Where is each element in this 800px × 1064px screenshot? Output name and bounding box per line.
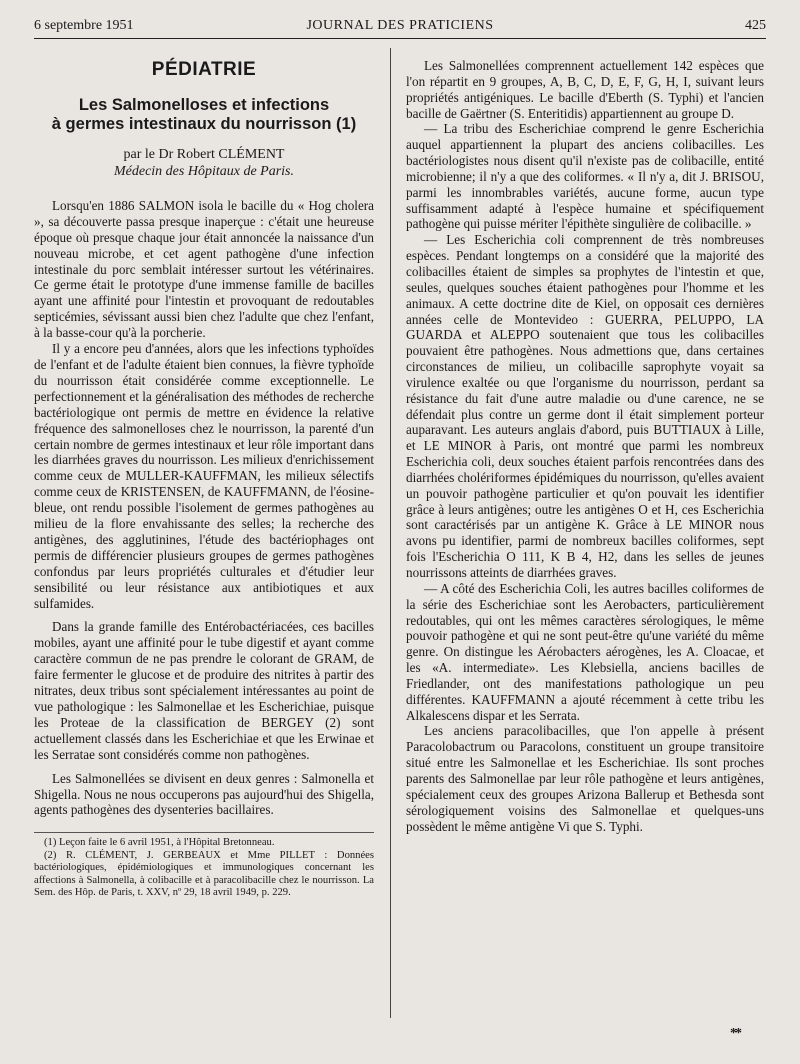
journal-name: JOURNAL DES PRATICIENS [306,18,494,33]
author-affiliation: Médecin des Hôpitaux de Paris. [113,163,294,179]
left-paragraph-4: Les Salmonellées se divisent en deux genres : Salmonella et Shigella. Nous ne nous occuperons pas aujourd'hui des Shigella, agents pathogènes des dysenteries bacillaires. [34,770,374,818]
column-divider [390,48,391,1018]
right-column [406,58,764,834]
left-paragraph-1: Lorsqu'en 1886 SALMON isola le bacille du « Hog cholera », sa découverte passa presque inaperçue : c'était une heureuse époque où presque chaque jour était annoncée la naissance d'un nouveau microbe, et cet agent pathogène d'une infection intestinale du porc semblait intéresser surtout les vétérinaires. Ce germe était le prototype d'une immense famille de bacilles ayant une affinité pour l'intestin et provoquant de redoutables septicémies, sévissant aussi bien chez l'adulte que chez l'enfant, à la basse-cour qu'à la porcherie. [34,197,374,341]
right-paragraph-1: Les Salmonellées comprennent actuellement 142 espèces que l'on répartit en 9 groupes, A, B, C, D, E, F, G, H, I, suivant leurs propriétés antigéniques. Le bacille d'Eberth (S. Typhi) et l'ancien bacille de Gaërtner (S. Enteritidis) appartiennent au groupe D. [406,58,764,121]
article-title [34,96,374,134]
article-title-line-1: Les Salmonelloses et infections [78,95,330,114]
left-paragraph-2: Il y a encore peu d'années, alors que les infections typhoïdes de l'enfant et de l'adulte étaient bien connues, la fièvre typhoïde du nourrisson était considérée comme exceptionnelle. Le perfectionnement et la généralisation des méthodes de recherche bactériologique ont permis de mettre en évidence la relative fréquence des salmonelloses chez le nourrisson, la parenté d'un certain nombre de germes intestinaux et leur rôle important dans les diarrhées graves du nourrisson. Les milieux d'enrichissement comme ceux de MULLER-KAUFFMAN, les milieux sélectifs comme ceux de KRISTENSEN, de KAUFFMANN, de l'éosine-bleue, ont rendu possible l'isolement de germes pathogènes au milieu de la flore envahissante des selles; la recherche des antigènes, des agglutinines, l'étude des bactériophages ont permis de différencier plusieurs groupes de germes pathogènes confondus par leurs propriétés culturales et d'étudier leur sensibilité ou leur résistance aux antibiotiques et aux sulfamides. [34,341,374,611]
left-column [34,52,374,900]
page-header [34,16,766,39]
issue-date: 6 septembre 1951 [34,18,134,33]
footnotes [34,832,374,900]
right-paragraph-4: — A côté des Escherichia Coli, les autres bacilles coliformes de la série des Escherichiae sont les Aerobacters, particulièrement redoutables, qui ont les mêmes caractères sérologiques, le même pouvoir pathogène et qui ne sont peut-être qu'une variété du même genre. On distingue les Aérobacters aérogènes, les A. Cloacae, et les «A. intermediate». Les Klebsiella, anciens bacilles de Friedlander, ont des manifestations pathologique un peu différentes. KAUFFMANN a ajouté récemment à cette tribu les Alkalescens dispar et les Serrata. [406,580,764,723]
end-mark: ** [730,1026,740,1041]
footnote-2: (2) R. CLÉMENT, J. GERBEAUX et Mme PILLET : Données bactériologiques, épidémiologiques et immunologiques concernant les affections à Salmonella, à colibacille et à paracolibacille chez le nourrisson. La Sem. des Hôp. de Paris, t. XXV, nº 29, 18 avril 1949, p. 229. [34,849,374,899]
right-paragraph-2: — La tribu des Escherichiae comprend le genre Escherichia auquel appartiennent la plupart des anciens colibacilles. Les bactériologistes nous disent qu'il n'existe pas de colibacille, entité microbienne; il n'y a que des coliformes. « Il n'y a, dit J. BRISOU, parmi les innombrables variétés, aucune forme, aucun type suffisamment adapté à l'espèce humaine et spécifiquement pathogène qui puisse mériter l'épithète singulière de colibacille. » [406,121,764,232]
page-number: 425 [745,18,766,33]
right-paragraph-3: — Les Escherichia coli comprennent de très nombreuses espèces. Pendant longtemps on a considéré que la majorité des colibacilles étaient de simples sa prophytes de l'intestin et que, seules, quelques souches étaient pathogènes pour l'homme et les animaux. A cette doctrine dite de Kiel, on opposait ces dernières années celle de Montevideo : GUERRA, PELUPPO, LA GUARDA et ALEPPO soutenaient que tous les colibacilles pouvaient être pathogènes. Nous admettions que, dans certaines circonstances de milieu, un colibacille saprophyte voyait sa virulence exaltée ou que l'organisme du nourrisson, perdant sa résistance du fait d'une autre maladie ou d'une carence, ne se défendait plus contre un germe dont il était simplement porteur auparavant. Les auteurs anglais d'abord, puis BUTTIAUX à Lille, et LE MINOR à Paris, ont montré que parmi les nombreux Escherichia coli, deux souches étaient parfois rencontrées dans des diarrhées cholériformes épidémiques du nourrisson, qu'elles avaient un pouvoir pathogène particulier et qu'on pouvait les identifier grâce à leurs antigènes; outre les antigènes O et H, ces Escherichia sont caractérisés par un antigène K. Grâce à LE MINOR nous avons pu identifier, parmi de nombreux bacilles coliformes, sept fois l'Escherichia O 111, K B 4, H2, dans les selles de jeunes nourrissons atteints de diarrhées graves. [406,232,764,580]
article-title-line-2: à germes intestinaux du nourrisson (1) [51,114,357,133]
left-paragraph-3: Dans la grande famille des Entérobactériacées, ces bacilles mobiles, ayant une affinité pour le tube digestif et ayant comme caractère commun de ne pas prendre le colorant de GRAM, de faire fermenter le glucose et de produire des nitrites à partir des nitrates, deux tribus sont spécialement intéressantes au point de vue pathologique : les Salmonellae et les Escherichiae, puisque les Proteae de la classification de BERGEY (2) sont actuellement classés dans les Escherichiae et que les Erwinae et les Serratae sont considérés comme non pathogènes. [34,619,374,762]
section-heading: PÉDIATRIE [151,59,257,80]
author-byline: par le Dr Robert CLÉMENT [123,146,285,162]
right-paragraph-5: Les anciens paracolibacilles, que l'on appelle à présent Paracolobactrum ou Paracolons, constituent un groupe transitoire situé entre les Salmonellae et les Escherichiae. Ils sont proches parents des Salmonellae par leur rôle pathogène et leurs antigènes, spécialement ceux des groupes Arizona Ballerup et Bethesda sont sérologiquement voisins des Salmonellae et quelques-uns possèdent le même antigène Vi que S. Typhi. [406,723,764,834]
footnote-1: (1) Leçon faite le 6 avril 1951, à l'Hôpital Bretonneau. [44,837,275,849]
